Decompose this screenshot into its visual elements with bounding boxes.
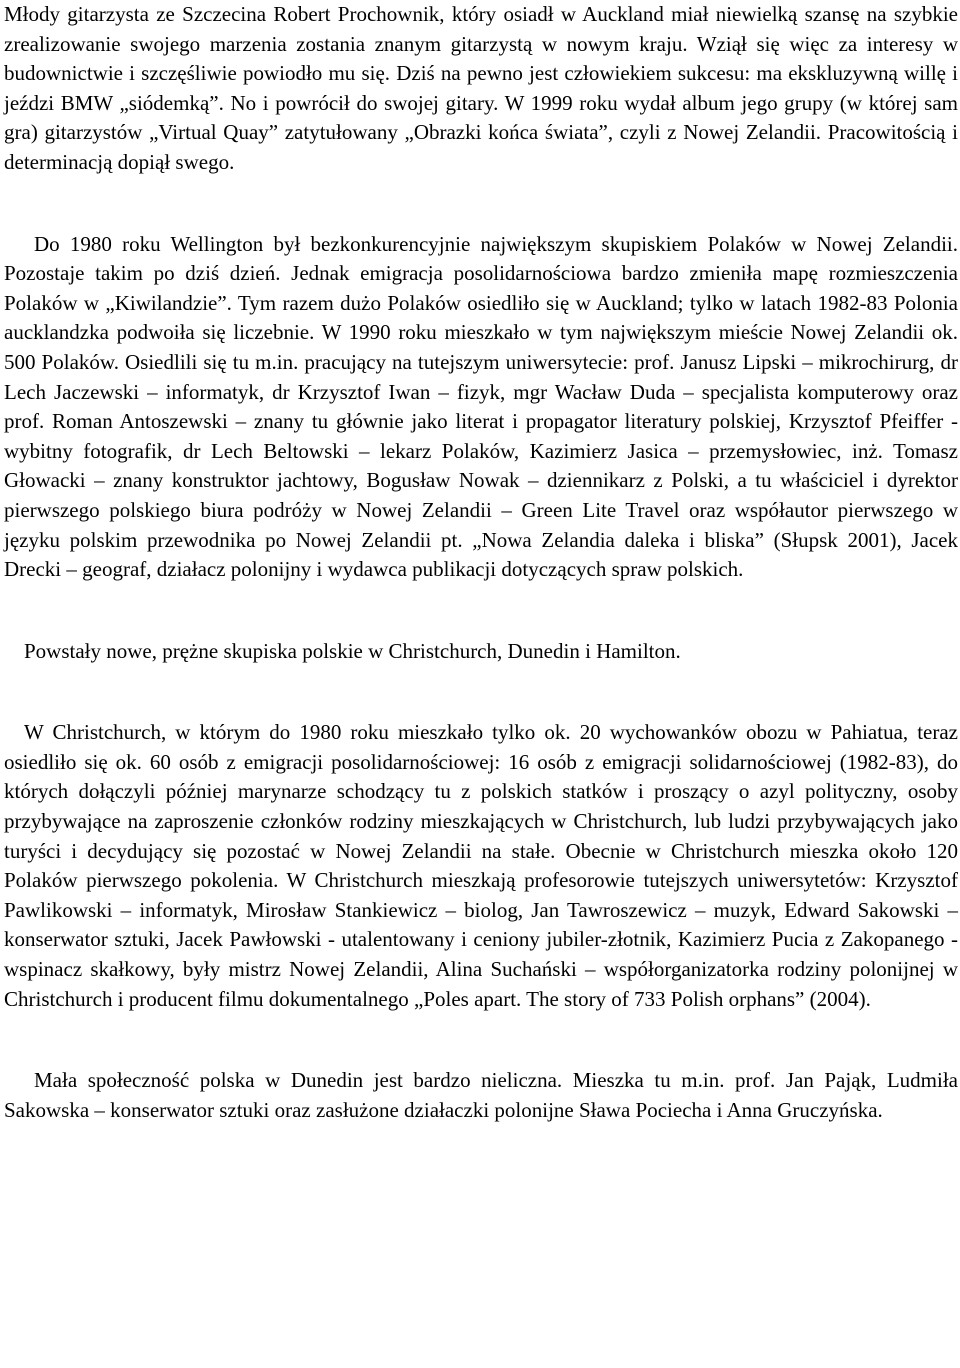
paragraph-auckland: Do 1980 roku Wellington był bezkonkurencyjnie największym skupiskiem Polaków w Nowej Zelandii. Pozostaje takim po dziś dzień. Jednak emigracja posolidarnościowa bardzo zmieniła mapę rozmieszczenia Polaków w „Kiwilandzie”. Tym razem dużo Polaków osiedliło się w Auckland; tylko w latach 1982-83 Polonia aucklandzka podwoiła się liczebnie. W 1990 roku mieszkało w tym największym mieście Nowej Zelandii ok. 500 Polaków. Osiedlili się tu m.in. pracujący na tutejszym uniwersytecie: prof. Janusz Lipski – mikrochirurg, dr Lech Jaczewski – informatyk, dr Krzysztof Iwan – fizyk, mgr Wacław Duda – specjalista komputerowy oraz prof. Roman Antoszewski – znany tu głównie jako literat i propagator literatury polskiej, Krzysztof Pfeiffer - wybitny fotografik, dr Lech Beltowski – lekarz Polaków, Kazimierz Jasica – przemysłowiec, inż. Tomasz Głowacki – znany konstruktor jachtowy, Bogusław Nowak – dziennikarz z Polski, a tu właściciel i dyrektor pierwszego polskiego biura podróży w Nowej Zelandii – Green Lite Travel oraz współautor pierwszego w języku polskim przewodnika po Nowej Zelandii pt. „Nowa Zelandia daleka i bliska” (Słupsk 2001), Jacek Drecki – geograf, działacz polonijny i wydawca publikacji dotyczących spraw polskich.: [4, 231, 958, 582]
paragraph-dunedin: Mała społeczność polska w Dunedin jest bardzo nieliczna. Mieszka tu m.in. prof. Jan Pająk, Ludmiła Sakowska – konserwator sztuki oraz zasłużone działaczki polonijne Sława Pociecha i Anna Gruczyńska.: [4, 1068, 958, 1122]
document-page: [4, 0, 958, 1125]
paragraph-christchurch: W Christchurch, w którym do 1980 roku mieszkało tylko ok. 20 wychowanków obozu w Pahiatua, teraz osiedliło się ok. 60 osób z emigracji posolidarnościowej: 16 osób z emigracji solidarnościowej (1982-83), do których dołączyli później marynarze schodzący tu z polskich statków i proszący o azyl polityczny, osoby przybywające na zaproszenie członków rodziny mieszkających w Christchurch, lub ludzi przybywających jako turyści i decydujący się pozostać w Nowej Zelandii na stałe. Obecnie w Christchurch mieszka około 120 Polaków pierwszego pokolenia. W Christchurch mieszkają profesorowie tutejszych uniwersytetów: Krzysztof Pawlikowski – informatyk, Mirosław Stankiewicz – biolog, Jan Tawroszewicz – muzyk, Edward Sakowski – konserwator sztuki, Jacek Pawłowski - utalentowany i ceniony jubiler-złotnik, Kazimierz Pucia z Zakopanego - wspinacz skałkowy, były mistrz Nowej Zelandii, Alina Suchański – współorganizatorka rodziny polonijnej w Christchurch i producent filmu dokumentalnego „Poles apart. The story of 733 Polish orphans” (2004).: [4, 720, 958, 1011]
paragraph-prochownik: Młody gitarzysta ze Szczecina Robert Prochownik, który osiadł w Auckland miał niewielką szansę na szybkie zrealizowanie swojego marzenia zostania znanym gitarzystą w nowym kraju. Wziął się więc za interesy w budownictwie i szczęśliwie powiodło mu się. Dziś na pewno jest człowiekiem sukcesu: ma ekskluzywną willę i jeździ BMW „siódemką”. No i powrócił do swojej gitary. W 1999 roku wydał album jego grupy (w której sam gra) gitarzystów „Virtual Quay” zatytułowany „Obrazki końca świata”, czyli z Nowej Zelandii. Pracowitością i determinacją dopiął swego.: [4, 2, 958, 174]
paragraph-new-communities: Powstały nowe, prężne skupiska polskie w Christchurch, Dunedin i Hamilton.: [24, 638, 681, 663]
